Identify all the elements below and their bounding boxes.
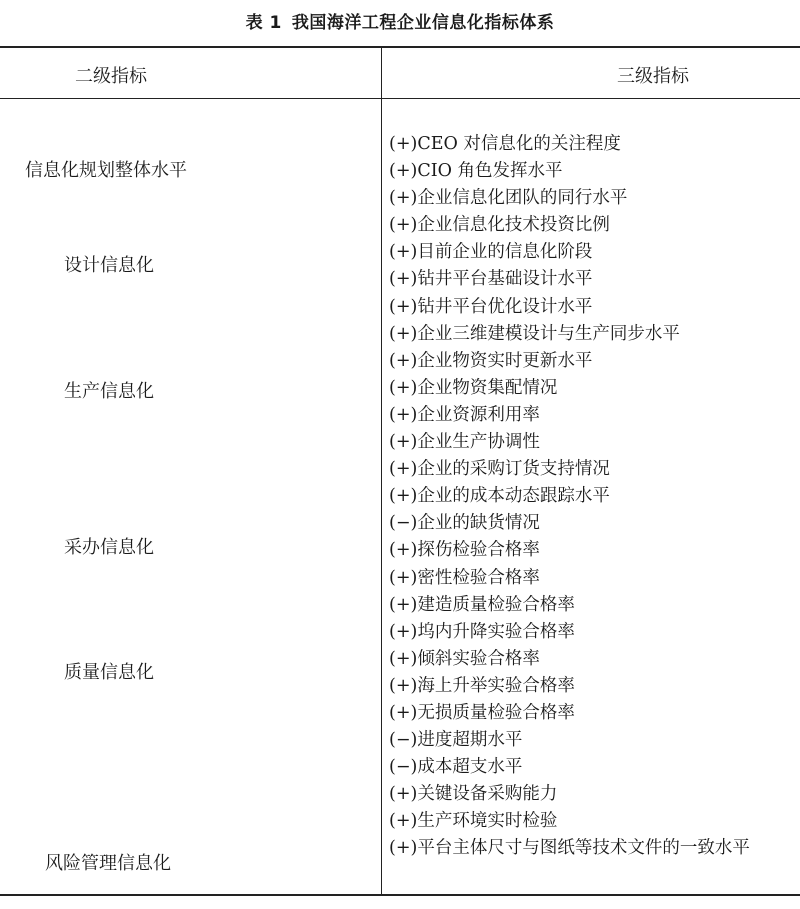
level3-item: (+)建造质量检验合格率 (389, 594, 575, 615)
level3-item: (+)企业物资集配情况 (389, 377, 558, 398)
level3-item: (+)平台主体尺寸与图纸等技术文件的一致水平 (389, 838, 750, 859)
level3-item: (+)钻井平台基础设计水平 (389, 269, 593, 290)
level3-item: (+)目前企业的信息化阶段 (389, 242, 593, 263)
level3-item: (−)进度超期水平 (389, 730, 523, 751)
level2-item: 信息化规划整体水平 (25, 160, 187, 181)
column-divider (381, 48, 382, 894)
level2-item: 质量信息化 (64, 662, 154, 683)
header-level3: 三级指标 (617, 66, 689, 87)
level3-item: (+)倾斜实验合格率 (389, 648, 540, 669)
level3-item: (+)生产环境实时检验 (389, 811, 558, 832)
level3-item: (−)企业的缺货情况 (389, 513, 540, 534)
level2-item: 生产信息化 (64, 381, 154, 402)
level3-item: (+)探伤检验合格率 (389, 540, 540, 561)
table-bottom-rule (0, 894, 800, 896)
table-top-rule (0, 46, 800, 48)
level3-item: (+)CIO 角色发挥水平 (389, 161, 563, 182)
level3-item: (+)钻井平台优化设计水平 (389, 296, 593, 317)
level3-item: (+)企业的成本动态跟踪水平 (389, 486, 610, 507)
table-caption (0, 8, 800, 33)
table-title: 我国海洋工程企业信息化指标体系 (291, 13, 555, 33)
header-level2: 二级指标 (75, 66, 147, 87)
level3-item: (+)企业的采购订货支持情况 (389, 459, 610, 480)
level3-item: (+)企业三维建模设计与生产同步水平 (389, 323, 680, 344)
level3-item: (+)密性检验合格率 (389, 567, 540, 588)
level2-item: 采办信息化 (64, 537, 154, 558)
level3-item: (+)海上升举实验合格率 (389, 675, 575, 696)
level3-item: (+)关键设备采购能力 (389, 784, 558, 805)
level3-item: (−)成本超支水平 (389, 757, 523, 778)
table-header-rule (0, 98, 800, 99)
level3-item: (+)企业信息化团队的同行水平 (389, 188, 628, 209)
level3-item: (+)CEO 对信息化的关注程度 (389, 134, 621, 154)
level2-item: 风险管理信息化 (45, 853, 171, 874)
level3-item: (+)企业资源利用率 (389, 404, 540, 425)
level3-list (389, 131, 750, 863)
level3-item: (+)企业信息化技术投资比例 (389, 215, 610, 236)
level3-item: (+)坞内升降实验合格率 (389, 621, 575, 642)
level3-item: (+)无损质量检验合格率 (389, 702, 575, 723)
level3-item: (+)企业生产协调性 (389, 432, 540, 453)
table-number: 表 1 (245, 13, 282, 33)
level2-item: 设计信息化 (64, 255, 154, 276)
level3-item: (+)企业物资实时更新水平 (389, 350, 593, 371)
